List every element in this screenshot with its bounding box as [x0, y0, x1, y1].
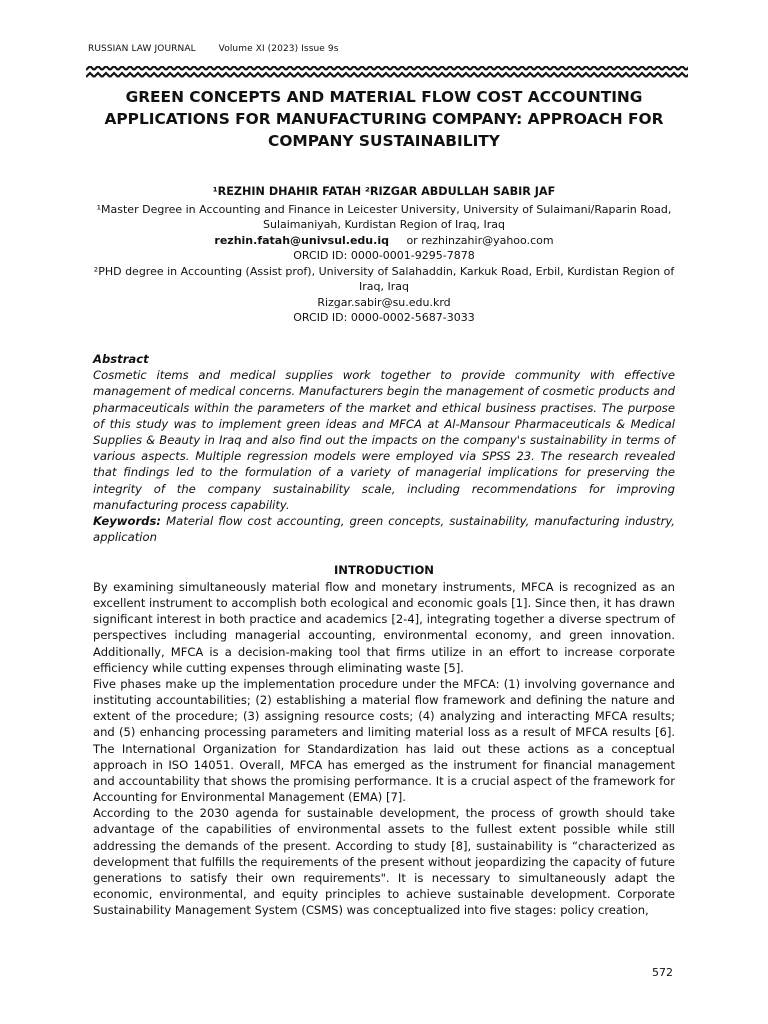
- journal-name: RUSSIAN LAW JOURNAL: [88, 44, 196, 54]
- paragraph-2: Five phases make up the implementation procedure under the MFCA: (1) involving governance and instituting accountabilities; (2) establishing a material flow framework and defining the nature and extent of the procedure; (3) assigning resource costs; (4) analyzing and interacting MFCA results; and (5) enhancing processing parameters and limiting material loss as a result of MFCA results [6]. The International Organization for Standardization has laid out these actions as a conceptual approach in ISO 14051. Overall, MFCA has emerged as the instrument for financial management and accountability that shows the promising performance. It is a crucial aspect of the framework for Accounting for Environmental Management (EMA) [7].: [93, 676, 675, 805]
- introduction-heading: INTRODUCTION: [333, 563, 435, 577]
- keywords-label: Keywords:: [93, 514, 161, 529]
- orcid-2: ORCID ID: 0000-0002-5687-3033: [293, 311, 475, 324]
- introduction-body: [93, 579, 675, 918]
- email-2[interactable]: Rizgar.sabir@su.edu.krd: [317, 295, 451, 309]
- decorative-border: [86, 66, 688, 80]
- abstract-section: [93, 351, 675, 545]
- page-number: 572: [652, 966, 673, 979]
- author-names: ¹REZHIN DHAHIR FATAH ²RIZGAR ABDULLAH SABIR JAF: [212, 185, 556, 198]
- keywords-text: Material flow cost accounting, green concepts, sustainability, manufacturing industry, application: [93, 514, 675, 545]
- abstract-heading: Abstract: [93, 352, 149, 366]
- abstract-text: Cosmetic items and medical supplies work together to provide community with effective management of medical concerns. Manufacturers begin the management of cosmetic products and pharmaceuticals within the parameters of the market and ethical business practises. The purpose of this study was to implement green ideas and MFCA at Al-Mansour Pharmaceuticals & Medical Supplies & Beauty in Iraq and also find out the impacts on the company's sustainability in terms of various aspects. Multiple regression models were employed via SPSS 23. The research revealed that findings led to the formulation of a variety of managerial implications for preserving the integrity of the company sustainability scale, including recommendations for improving manufacturing process capability.: [93, 368, 675, 512]
- email-1-alt[interactable]: or rezhinzahir@yahoo.com: [406, 233, 554, 247]
- author-block: [93, 184, 675, 326]
- affiliation-2: ²PHD degree in Accounting (Assist prof), University of Salahaddin, Karkuk Road, Erbil, Kurdistan Region of Iraq, Iraq: [93, 264, 675, 293]
- paragraph-3: According to the 2030 agenda for sustainable development, the process of growth should take advantage of the capabilities of environmental assets to the fullest extent possible while still addressing the demands of the present. According to study [8], sustainability is “characterized as development that fulfills the requirements of the present without jeopardizing the capacity of future generations to satisfy their own requirements". It is necessary to simultaneously adapt the economic, environmental, and equity principles to achieve sustainable development. Corporate Sustainability Management System (CSMS) was conceptualized into five stages: policy creation,: [93, 806, 675, 918]
- orcid-1: ORCID ID: 0000-0001-9295-7878: [293, 249, 475, 262]
- email-line-1: [93, 233, 675, 249]
- keywords-line: [93, 513, 675, 545]
- paragraph-1: By examining simultaneously material flow and monetary instruments, MFCA is recognized as an excellent instrument to accomplish both ecological and economic goals [1]. Since then, it has drawn significant interest in both practice and academics [2-4], integrating together a diverse spectrum of perspectives including managerial accounting, environmental economy, and green innovation. Additionally, MFCA is a decision-making tool that firms utilize in an effort to increase corporate efficiency while cutting expenses through eliminating waste [5].: [93, 580, 675, 675]
- affiliation-1: ¹Master Degree in Accounting and Finance in Leicester University, University of Sulaimani/Raparin Road, Sulaimaniyah, Kurdistan Region of Iraq, Iraq: [96, 202, 672, 231]
- email-1[interactable]: rezhin.fatah@univsul.edu.iq: [214, 233, 389, 247]
- paper-title: GREEN CONCEPTS AND MATERIAL FLOW COST ACCOUNTING APPLICATIONS FOR MANUFACTURING COMPANY: APPROACH FOR COMPANY SUSTAINABILITY: [104, 88, 664, 150]
- running-header: [88, 44, 359, 54]
- volume-issue: Volume XI (2023) Issue 9s: [218, 44, 339, 54]
